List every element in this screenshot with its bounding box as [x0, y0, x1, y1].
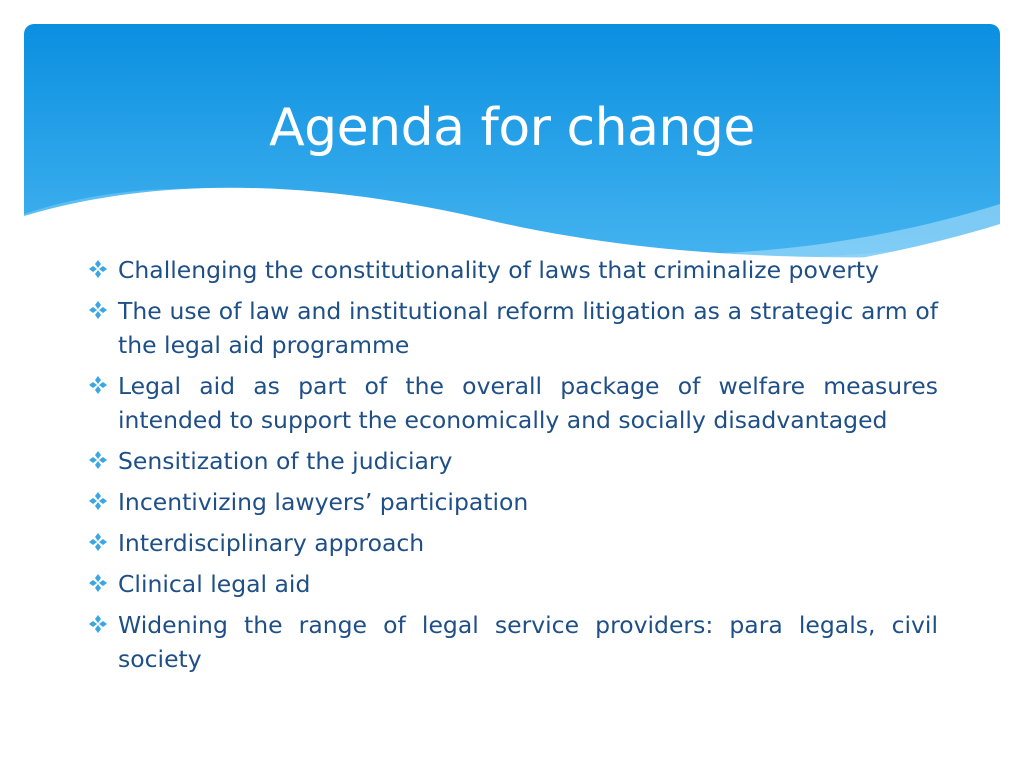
diamond-bullet-icon	[88, 444, 118, 478]
list-item	[88, 485, 938, 519]
diamond-bullet-icon	[88, 567, 118, 601]
diamond-bullet-icon	[88, 369, 118, 403]
list-item	[88, 567, 938, 601]
bullet-text: Incentivizing lawyers’ participation	[118, 488, 529, 516]
bullet-text: Challenging the constitutionality of laws that criminalize poverty	[118, 256, 879, 284]
bullet-list	[88, 253, 938, 683]
diamond-bullet-icon	[88, 485, 118, 519]
list-item	[88, 444, 938, 478]
bullet-text: The use of law and institutional reform litigation as a strategic arm of the legal aid programme	[118, 297, 938, 359]
bullet-text: Clinical legal aid	[118, 570, 311, 598]
list-item	[88, 369, 938, 437]
bullet-text: Legal aid as part of the overall package of welfare measures intended to support the economically and socially disadvantaged	[118, 372, 938, 434]
diamond-bullet-icon	[88, 526, 118, 560]
bullet-text: Widening the range of legal service providers: para legals, civil society	[118, 611, 938, 673]
slide-title: Agenda for change	[269, 98, 755, 158]
list-item	[88, 526, 938, 560]
diamond-bullet-icon	[88, 294, 118, 328]
bullet-text: Sensitization of the judiciary	[118, 447, 453, 475]
diamond-bullet-icon	[88, 253, 118, 287]
list-item	[88, 608, 938, 676]
diamond-bullet-icon	[88, 608, 118, 642]
bullet-text: Interdisciplinary approach	[118, 529, 425, 557]
list-item	[88, 294, 938, 362]
list-item	[88, 253, 938, 287]
